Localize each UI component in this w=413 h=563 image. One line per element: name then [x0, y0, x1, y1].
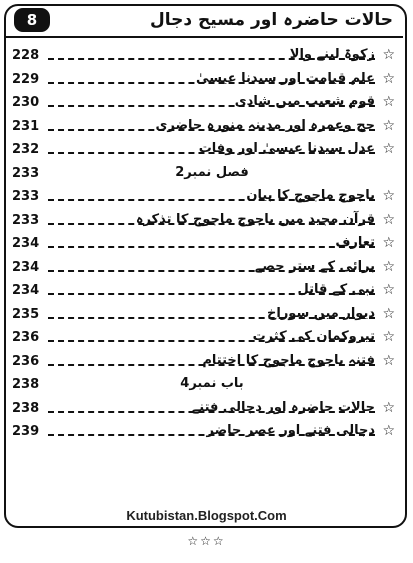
toc-entry [12, 399, 395, 423]
toc-entry [12, 70, 395, 94]
star-outline-icon: ☆ [382, 352, 395, 369]
toc-entry-title: قرآن مجید میں یاجوج ماجوج کا تذکرہ [135, 211, 375, 227]
toc-page-number: 232 [12, 142, 40, 157]
toc-entry-title: فتنہ یاجوج ماجوج کا اختتام [202, 352, 375, 368]
page-header [6, 6, 403, 36]
toc-section-heading [12, 164, 395, 188]
book-title: حالات حاضرہ اور مسیح دجال [150, 10, 393, 30]
star-outline-icon: ☆ [382, 117, 395, 134]
toc-entry [12, 117, 395, 141]
toc-page-number: 235 [12, 306, 40, 322]
toc-page-number: 233 [12, 212, 40, 228]
footer-stars: ☆☆☆ [187, 534, 226, 548]
toc-page-number: 229 [12, 71, 40, 87]
toc-page-number: 233 [12, 165, 40, 181]
toc-entry-title: تعارف [335, 235, 375, 250]
toc-page-number: 230 [12, 95, 40, 110]
star-outline-icon: ☆ [382, 423, 395, 439]
website-watermark: Kutubistan.Blogspot.Com [126, 508, 287, 523]
star-outline-icon: ☆ [382, 235, 395, 251]
toc-page-number: 231 [12, 118, 40, 134]
toc-entry-title: حج وعمرہ اور مدینہ منورہ حاضری [155, 117, 375, 133]
toc-entry-title: فصل نمبر2 [175, 164, 249, 180]
toc-entry [12, 422, 395, 446]
star-outline-icon: ☆ [382, 188, 395, 204]
toc-dotted-leader [48, 246, 375, 248]
table-of-contents [12, 46, 395, 446]
toc-entry-title: باب نمبر4 [180, 376, 244, 391]
toc-entry-title: برائی کے ستر حصے [254, 258, 375, 274]
toc-page-number: 238 [12, 400, 40, 416]
toc-page-number: 234 [12, 283, 40, 298]
toc-entry-title: نبی کے قاتل [297, 282, 375, 297]
toc-page-number: 234 [12, 259, 40, 275]
toc-section-heading [12, 375, 395, 399]
toc-page-number: 228 [12, 48, 40, 63]
toc-entry [12, 211, 395, 235]
toc-entry-title: حالات حاضرہ اور دجالی فتنے [191, 399, 375, 415]
toc-entry [12, 281, 395, 305]
star-outline-icon: ☆ [382, 399, 395, 416]
star-outline-icon: ☆ [382, 70, 395, 87]
toc-entry [12, 258, 395, 282]
header-divider [6, 36, 403, 38]
toc-entry [12, 305, 395, 329]
star-outline-icon: ☆ [382, 282, 395, 298]
star-outline-icon: ☆ [382, 141, 395, 157]
toc-page-number: 239 [12, 424, 40, 439]
toc-entry [12, 93, 395, 117]
toc-entry-title: تیروکمان کی کثرت [252, 329, 375, 344]
toc-page-number: 233 [12, 189, 40, 204]
toc-page-number: 234 [12, 236, 40, 251]
page-number-badge: 8 [14, 8, 50, 32]
toc-entry [12, 140, 395, 164]
toc-entry [12, 46, 395, 70]
toc-entry-title: زکوۃ لینے والا [289, 47, 375, 62]
toc-entry [12, 328, 395, 352]
toc-entry-title: یاجوج ماجوج کا بیان [246, 188, 375, 203]
toc-entry [12, 352, 395, 376]
star-outline-icon: ☆ [382, 258, 395, 275]
toc-entry-title: علم قیامت اور سیدنا عیسیٰ [196, 70, 375, 86]
star-outline-icon: ☆ [382, 305, 395, 322]
star-outline-icon: ☆ [382, 47, 395, 63]
toc-page-number: 236 [12, 330, 40, 345]
star-outline-icon: ☆ [382, 211, 395, 228]
toc-entry-title: قوم شعیب میں شادی [234, 94, 375, 109]
star-outline-icon: ☆ [382, 94, 395, 110]
toc-entry [12, 187, 395, 211]
toc-entry-title: عدل سیدنا عیسیٰ اور وفات [198, 141, 375, 156]
toc-entry [12, 234, 395, 258]
toc-page-number: 238 [12, 377, 40, 392]
star-outline-icon: ☆ [382, 329, 395, 345]
toc-entry-title: دیوار میں سوراخ [267, 305, 375, 321]
toc-entry-title: دجالی فتنے اور عصر حاضر [206, 423, 375, 438]
toc-page-number: 236 [12, 353, 40, 369]
